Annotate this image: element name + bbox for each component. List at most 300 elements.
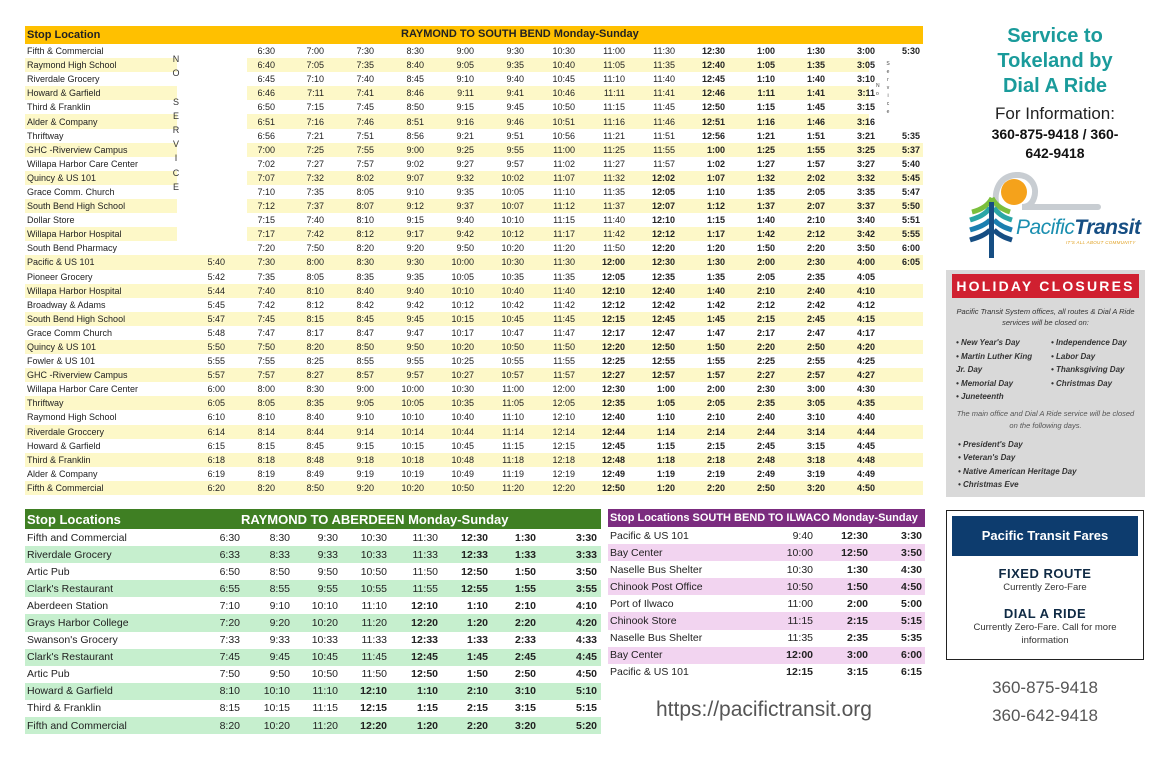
stop-name: Raymond High School	[27, 60, 117, 71]
stop-name: Third & Franklin	[27, 102, 91, 113]
time-cell: 8:55	[269, 582, 290, 595]
time-cell: 9:19	[356, 468, 374, 479]
stop-name: Pioneer Grocery	[27, 271, 93, 282]
stop-name: GHC -Riverview Campus	[27, 144, 128, 155]
time-cell: 3:14	[806, 426, 825, 437]
no-service-gap	[869, 114, 923, 128]
time-cell: 11:10	[312, 685, 338, 698]
table-row	[25, 410, 923, 424]
time-cell: 9:42	[406, 299, 424, 310]
time-cell: 12:46	[701, 88, 725, 99]
time-cell: 8:30	[406, 46, 424, 57]
time-cell: 10:12	[451, 299, 474, 310]
time-cell: 1:50	[466, 668, 488, 681]
time-cell: 6:05	[901, 257, 920, 268]
time-cell: 1:30	[846, 563, 868, 576]
time-cell: 11:00	[553, 144, 575, 155]
stop-name: Artic Pub	[27, 668, 70, 681]
time-cell: 12:00	[552, 384, 575, 395]
time-cell: 12:10	[601, 285, 625, 296]
time-cell: 11:55	[412, 582, 438, 595]
table-row	[25, 368, 923, 382]
time-cell: 3:10	[856, 74, 875, 85]
time-cell: 7:30	[257, 257, 275, 268]
time-cell: 5:55	[901, 229, 920, 240]
stop-name: Thriftway	[27, 398, 64, 409]
stop-name: Swanson's Grocery	[27, 634, 118, 647]
time-cell: 12:50	[701, 102, 725, 113]
time-cell: 8:17	[306, 327, 324, 338]
time-cell: 1:20	[706, 243, 725, 254]
time-cell: 2:05	[706, 398, 725, 409]
holiday-note: The main office and Dial A Ride service will be closed on the following days.	[956, 408, 1135, 430]
time-cell: 2:00	[756, 257, 775, 268]
time-cell: 9:15	[356, 440, 374, 451]
time-cell: 8:20	[306, 342, 324, 353]
time-cell: 12:05	[552, 398, 575, 409]
time-cell: 9:10	[269, 599, 290, 612]
time-cell: 9:35	[406, 271, 424, 282]
route-title: RAYMOND TO SOUTH BEND Monday-Sunday	[401, 28, 639, 40]
time-cell: 10:00	[401, 384, 424, 395]
table-row	[25, 597, 601, 614]
time-cell: 8:30	[269, 531, 290, 544]
phone-number[interactable]: 360-875-9418	[992, 678, 1098, 697]
time-cell: 2:00	[706, 384, 725, 395]
time-cell: 6:18	[207, 454, 225, 465]
table-row	[25, 717, 601, 734]
phone-number[interactable]: 360-642-9418	[992, 706, 1098, 725]
holiday-item: • Labor Day	[1051, 351, 1096, 361]
table-header: Stop Locations SOUTH BEND TO ILWACO Monday-Sunday	[608, 509, 925, 527]
holiday-item: • New Year's Day	[956, 338, 1020, 347]
stop-name: Third & Franklin	[27, 454, 91, 465]
time-cell: 10:57	[501, 370, 524, 381]
time-cell: 11:10	[553, 186, 575, 197]
time-cell: 7:45	[356, 102, 374, 113]
time-cell: 9:00	[456, 46, 474, 57]
time-cell: 1:10	[656, 412, 675, 423]
time-cell: 6:56	[257, 130, 275, 141]
time-cell: 9:02	[406, 158, 424, 169]
time-cell: 12:50	[461, 565, 488, 578]
stop-name: Willapa Harbor Hospital	[27, 229, 122, 240]
time-cell: 2:10	[466, 685, 488, 698]
time-cell: 11:57	[553, 370, 575, 381]
stop-name: Fowler & US 101	[27, 356, 96, 367]
time-cell: 1:40	[756, 215, 775, 226]
raymond-aberdeen-schedule	[25, 509, 601, 734]
time-cell: 11:45	[653, 102, 675, 113]
time-cell: 5:47	[207, 313, 225, 324]
time-cell: 7:40	[306, 215, 324, 226]
time-cell: 12:56	[701, 130, 725, 141]
time-cell: 2:10	[706, 412, 725, 423]
time-cell: 10:25	[451, 356, 474, 367]
website-link[interactable]: https://pacifictransit.org	[656, 698, 872, 721]
time-cell: 11:00	[603, 46, 625, 57]
stop-name: Grays Harbor College	[27, 617, 129, 630]
time-cell: 7:21	[306, 130, 324, 141]
stop-name: Raymond High School	[27, 412, 117, 423]
time-cell: 8:07	[356, 201, 374, 212]
time-cell: 2:02	[806, 172, 825, 183]
time-cell: 11:15	[553, 215, 575, 226]
time-cell: 1:05	[656, 398, 675, 409]
time-cell: 10:50	[786, 580, 813, 593]
time-cell: 2:07	[806, 201, 825, 212]
table-row	[608, 612, 925, 629]
time-cell: 3:19	[806, 468, 825, 479]
time-cell: 2:19	[706, 468, 725, 479]
time-cell: 2:15	[706, 440, 725, 451]
time-cell: 8:33	[269, 548, 290, 561]
time-cell: 9:25	[456, 144, 474, 155]
time-cell: 10:12	[501, 229, 524, 240]
time-cell: 12:15	[360, 702, 387, 715]
time-cell: 1:21	[756, 130, 775, 141]
stop-name: Bay Center	[610, 649, 663, 662]
time-cell: 7:45	[257, 313, 275, 324]
time-cell: 7:57	[257, 370, 275, 381]
time-cell: 12:00	[786, 649, 813, 662]
table-row	[25, 241, 923, 255]
time-cell: 11:40	[603, 215, 625, 226]
time-cell: 12:10	[552, 412, 575, 423]
logo-wordmark	[1016, 216, 1141, 240]
time-cell: 8:10	[257, 412, 275, 423]
stop-name: Quincy & US 101	[27, 342, 97, 353]
time-cell: 9:05	[456, 60, 474, 71]
stop-location-header: Stop Location	[27, 29, 101, 41]
time-cell: 10:44	[451, 426, 474, 437]
time-cell: 12:05	[601, 271, 625, 282]
time-cell: 12:10	[360, 685, 387, 698]
time-cell: 1:57	[806, 158, 825, 169]
time-cell: 1:00	[756, 46, 775, 57]
holiday-item: • Native American Heritage Day	[958, 466, 1077, 476]
time-cell: 12:30	[651, 257, 675, 268]
time-cell: 10:45	[311, 651, 338, 664]
time-cell: 9:30	[317, 531, 338, 544]
time-cell: 12:20	[552, 482, 575, 493]
time-cell: 2:18	[706, 454, 725, 465]
time-cell: 6:30	[219, 531, 240, 544]
time-cell: 9:46	[506, 116, 524, 127]
time-cell: 12:33	[411, 634, 438, 647]
time-cell: 4:00	[856, 257, 875, 268]
time-cell: 9:16	[456, 116, 474, 127]
time-cell: 3:15	[806, 440, 825, 451]
time-cell: 11:07	[553, 172, 575, 183]
time-cell: 4:25	[856, 356, 875, 367]
time-cell: 6:14	[207, 426, 225, 437]
holiday-item: • President's Day	[958, 439, 1023, 449]
time-cell: 1:30	[806, 46, 825, 57]
time-cell: 4:20	[575, 617, 597, 630]
time-cell: 8:00	[257, 384, 275, 395]
table-row	[608, 544, 925, 561]
stop-name: Port of Ilwaco	[610, 597, 674, 610]
time-cell: 10:10	[501, 215, 524, 226]
time-cell: 12:30	[601, 384, 625, 395]
time-cell: 9:20	[356, 482, 374, 493]
time-cell: 1:50	[756, 243, 775, 254]
time-cell: 11:20	[361, 617, 387, 630]
time-cell: 11:15	[502, 440, 524, 451]
table-row	[25, 199, 923, 213]
holiday-list-office	[946, 432, 1145, 492]
time-cell: 8:20	[219, 719, 240, 732]
time-cell: 9:42	[456, 229, 474, 240]
time-cell: 2:50	[806, 342, 825, 353]
stop-name: Alder & Company	[27, 468, 98, 479]
time-cell: 10:30	[501, 257, 524, 268]
time-cell: 9:11	[457, 88, 474, 99]
time-cell: 10:10	[401, 412, 424, 423]
time-cell: 3:18	[806, 454, 825, 465]
table-row	[25, 425, 923, 439]
fares-title: Pacific Transit Fares	[952, 516, 1138, 556]
stop-name: Fifth & Commercial	[27, 482, 104, 493]
time-cell: 2:20	[514, 617, 536, 630]
time-cell: 11:51	[653, 130, 675, 141]
time-cell: 12:45	[701, 74, 725, 85]
time-cell: 7:46	[356, 116, 374, 127]
time-cell: 6:51	[257, 116, 275, 127]
time-cell: 10:33	[360, 548, 387, 561]
time-cell: 12:00	[601, 257, 625, 268]
holiday-intro: Pacific Transit System offices, all routes & Dial A Ride services will be closed on:	[956, 307, 1135, 327]
time-cell: 1:55	[706, 356, 725, 367]
time-cell: 12:20	[601, 342, 625, 353]
time-cell: 1:20	[416, 719, 438, 732]
time-cell: 10:50	[360, 565, 387, 578]
stop-name: Pacific & US 101	[610, 666, 689, 679]
time-cell: 8:12	[356, 229, 374, 240]
time-cell: 6:00	[900, 649, 922, 662]
time-cell: 1:42	[706, 299, 725, 310]
time-cell: 12:45	[601, 440, 625, 451]
time-cell: 5:55	[207, 356, 225, 367]
no-service-label-right-a: N o	[876, 83, 880, 97]
time-cell: 8:47	[356, 327, 374, 338]
table-row	[608, 527, 925, 544]
time-cell: 11:02	[553, 158, 575, 169]
time-cell: 12:50	[651, 342, 675, 353]
time-cell: 3:15	[856, 102, 875, 113]
time-cell: 8:50	[306, 482, 324, 493]
time-cell: 6:30	[257, 46, 275, 57]
stop-name: Pacific & US 101	[610, 529, 689, 542]
time-cell: 7:15	[306, 102, 324, 113]
time-cell: 2:45	[756, 440, 775, 451]
time-cell: 11:33	[412, 548, 438, 561]
phone-line: 360-875-9418 / 360-	[991, 126, 1119, 142]
time-cell: 10:45	[501, 313, 524, 324]
time-cell: 3:32	[856, 172, 875, 183]
table-row	[608, 595, 925, 612]
stop-name: Third & Franklin	[27, 702, 102, 715]
holiday-item: • Juneteenth	[956, 392, 1004, 401]
stop-name: Bay Center	[610, 546, 663, 559]
time-cell: 1:15	[756, 102, 775, 113]
time-cell: 7:57	[356, 158, 374, 169]
time-cell: 10:19	[401, 468, 424, 479]
time-cell: 3:16	[856, 116, 875, 127]
time-cell: 1:10	[706, 186, 725, 197]
time-cell: 10:27	[451, 370, 474, 381]
time-cell: 1:15	[656, 440, 675, 451]
pacific-transit-logo	[968, 172, 1150, 262]
time-cell: 8:30	[306, 384, 324, 395]
time-cell: 12:17	[601, 327, 625, 338]
time-cell: 7:41	[356, 88, 374, 99]
time-cell: 11:00	[787, 597, 813, 610]
stop-name: Dollar Store	[27, 215, 75, 226]
table-row	[25, 44, 923, 58]
table-row	[25, 157, 923, 171]
time-cell: 9:55	[317, 582, 338, 595]
time-cell: 7:27	[306, 158, 324, 169]
dial-a-ride-desc: Currently Zero-Fare. Call for more information	[973, 622, 1117, 646]
time-cell: 9:50	[456, 243, 474, 254]
time-cell: 12:30	[461, 531, 488, 544]
time-cell: 8:18	[257, 454, 275, 465]
time-cell: 10:00	[786, 546, 813, 559]
time-cell: 1:02	[706, 158, 725, 169]
time-cell: 2:14	[706, 426, 725, 437]
table-row	[25, 563, 601, 580]
time-cell: 11:10	[502, 412, 524, 423]
dial-a-ride-title: DIAL A RIDE	[1003, 606, 1087, 621]
time-cell: 8:55	[356, 356, 374, 367]
time-cell: 7:42	[306, 229, 324, 240]
time-cell: 9:21	[456, 130, 474, 141]
service-title-line: Tokeland by	[997, 50, 1113, 72]
stop-name: Chinook Post Office	[610, 580, 703, 593]
time-cell: 2:05	[806, 186, 825, 197]
time-cell: 9:50	[406, 342, 424, 353]
time-cell: 11:11	[603, 88, 625, 99]
time-cell: 2:05	[756, 271, 775, 282]
time-cell: 1:16	[756, 116, 775, 127]
time-cell: 11:32	[603, 172, 625, 183]
time-cell: 2:35	[756, 398, 775, 409]
time-cell: 11:30	[412, 531, 438, 544]
time-cell: 2:57	[806, 370, 825, 381]
time-cell: 1:10	[416, 685, 438, 698]
time-cell: 9:17	[406, 229, 424, 240]
table-row	[25, 72, 923, 86]
time-cell: 12:05	[651, 186, 675, 197]
time-cell: 11:50	[603, 243, 625, 254]
table-row	[25, 354, 923, 368]
time-cell: 1:15	[416, 702, 438, 715]
time-cell: 11:35	[653, 60, 675, 71]
time-cell: 8:51	[406, 116, 424, 127]
time-cell: 6:05	[207, 398, 225, 409]
time-cell: 7:00	[306, 46, 324, 57]
time-cell: 1:20	[656, 482, 675, 493]
time-cell: 11:12	[553, 201, 575, 212]
time-cell: 3:00	[806, 384, 825, 395]
time-cell: 10:46	[552, 88, 575, 99]
time-cell: 2:35	[806, 271, 825, 282]
time-cell: 10:14	[401, 426, 424, 437]
time-cell: 12:45	[411, 651, 438, 664]
time-cell: 1:30	[706, 257, 725, 268]
time-cell: 11:27	[603, 158, 625, 169]
route-title: RAYMOND TO ABERDEEN Monday-Sunday	[241, 512, 509, 527]
time-cell: 7:25	[306, 144, 324, 155]
time-cell: 11:19	[502, 468, 524, 479]
time-cell: 1:35	[706, 271, 725, 282]
time-cell: 1:07	[706, 172, 725, 183]
time-cell: 10:18	[401, 454, 424, 465]
fixed-route-title: FIXED ROUTE	[998, 566, 1092, 581]
time-cell: 9:45	[506, 102, 524, 113]
stop-name: Howard & Garfield	[27, 88, 101, 99]
time-cell: 2:12	[756, 299, 775, 310]
time-cell: 9:40	[506, 74, 524, 85]
time-cell: 7:55	[356, 144, 374, 155]
time-cell: 8:27	[306, 370, 324, 381]
time-cell: 10:45	[552, 74, 575, 85]
time-cell: 10:05	[451, 271, 474, 282]
time-cell: 9:55	[506, 144, 524, 155]
time-cell: 12:42	[651, 299, 675, 310]
time-cell: 11:25	[603, 144, 625, 155]
time-cell: 10:20	[501, 243, 524, 254]
table-row	[25, 171, 923, 185]
time-cell: 12:35	[651, 271, 675, 282]
time-cell: 7:35	[306, 186, 324, 197]
time-cell: 2:33	[514, 634, 536, 647]
table-row	[25, 632, 601, 649]
time-cell: 10:40	[451, 412, 474, 423]
time-cell: 9:45	[269, 651, 290, 664]
time-cell: 10:20	[451, 342, 474, 353]
time-cell: 12:50	[411, 668, 438, 681]
time-cell: 3:00	[846, 649, 868, 662]
time-cell: 9:50	[317, 565, 338, 578]
time-cell: 2:10	[514, 599, 536, 612]
time-cell: 5:35	[901, 130, 920, 141]
stop-name: Pacific & US 101	[27, 257, 95, 268]
no-service-label: N O S E R V I C E	[172, 54, 180, 192]
time-cell: 11:57	[653, 158, 675, 169]
time-cell: 9:32	[456, 172, 474, 183]
time-cell: 7:55	[257, 356, 275, 367]
table-row	[25, 683, 601, 700]
time-cell: 3:15	[514, 702, 536, 715]
time-cell: 10:15	[263, 702, 290, 715]
time-cell: 7:20	[219, 617, 240, 630]
time-cell: 9:18	[356, 454, 374, 465]
time-cell: 9:37	[456, 201, 474, 212]
table-row	[25, 481, 923, 495]
time-cell: 1:17	[706, 229, 725, 240]
time-cell: 12:12	[651, 229, 675, 240]
time-cell: 12:48	[601, 454, 625, 465]
time-cell: 10:51	[552, 116, 575, 127]
time-cell: 9:40	[792, 529, 813, 542]
time-cell: 11:55	[653, 144, 675, 155]
time-cell: 12:19	[552, 468, 575, 479]
time-cell: 8:05	[356, 186, 374, 197]
time-cell: 2:20	[706, 482, 725, 493]
